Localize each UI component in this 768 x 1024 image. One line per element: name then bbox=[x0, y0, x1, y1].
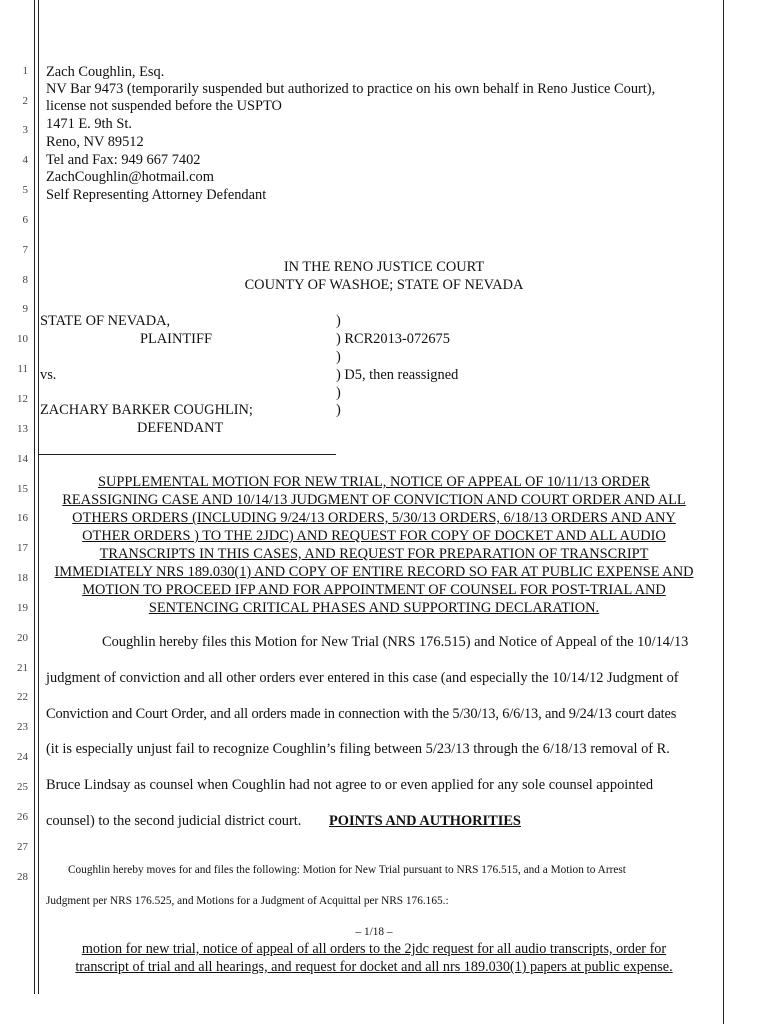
line-number: 28 bbox=[17, 871, 28, 883]
motion-title-line: IMMEDIATELY NRS 189.030(1) AND COPY OF ENTIRE RECORD SO FAR AT PUBLIC EXPENSE AND bbox=[54, 564, 694, 580]
caption-divider bbox=[38, 454, 336, 455]
line-number: 19 bbox=[17, 602, 28, 614]
attorney-name: Zach Coughlin, Esq. bbox=[46, 64, 165, 80]
body-line: Conviction and Court Order, and all orders made in connection with the 5/30/13, 6/6/13, and 9/24/13 court dates bbox=[46, 706, 677, 722]
line-number: 13 bbox=[17, 423, 28, 435]
bar-number-line: NV Bar 9473 (temporarily suspended but authorized to practice on his own behalf in Reno Justice Court), bbox=[46, 81, 656, 97]
line-number: 15 bbox=[17, 483, 28, 495]
body-line: (it is especially unjust fail to recognize Coughlin’s filing between 5/23/13 through the 6/18/13 removal of R. bbox=[46, 741, 670, 757]
small-body-line: Judgment per NRS 176.525, and Motions for a Judgment of Acquittal per NRS 176.165.: bbox=[46, 895, 449, 907]
line-number: 24 bbox=[17, 751, 28, 763]
line-number: 1 bbox=[22, 65, 28, 77]
line-number: 20 bbox=[17, 632, 28, 644]
line-number: 14 bbox=[17, 453, 28, 465]
body-line: Coughlin hereby files this Motion for New Trial (NRS 176.515) and Notice of Appeal of the 10/14/13 bbox=[102, 634, 689, 650]
department: ) D5, then reassigned bbox=[336, 367, 459, 383]
court-county: COUNTY OF WASHOE; STATE OF NEVADA bbox=[244, 277, 524, 293]
line-number: 6 bbox=[22, 214, 28, 226]
line-number: 17 bbox=[17, 542, 28, 554]
line-number: 10 bbox=[17, 333, 28, 345]
line-number: 7 bbox=[22, 244, 28, 256]
line-number: 22 bbox=[17, 691, 28, 703]
caption-paren: ) bbox=[336, 402, 341, 418]
body-line: judgment of conviction and all other orders ever entered in this case (and especially the 10/14/12 Judgment of bbox=[46, 670, 679, 686]
court-name: IN THE RENO JUSTICE COURT bbox=[283, 259, 485, 275]
plaintiff-name: STATE OF NEVADA, bbox=[40, 313, 171, 329]
motion-title-line: SENTENCING CRITICAL PHASES AND SUPPORTING DECLARATION. bbox=[148, 600, 600, 616]
line-number: 11 bbox=[17, 363, 28, 375]
defendant-role: DEFENDANT bbox=[137, 420, 224, 436]
versus: vs. bbox=[40, 367, 57, 383]
motion-title-line: OTHER ORDERS ) TO THE 2JDC) AND REQUEST FOR COPY OF DOCKET AND ALL AUDIO bbox=[82, 528, 666, 544]
line-number: 8 bbox=[22, 274, 28, 286]
right-margin-rule bbox=[723, 0, 724, 1024]
line-number: 4 bbox=[22, 154, 28, 166]
motion-title bbox=[40, 473, 708, 617]
body-line: Bruce Lindsay as counsel when Coughlin had not agree to or even applied for any sole counsel appointed bbox=[46, 777, 654, 793]
section-heading: POINTS AND AUTHORITIES bbox=[329, 813, 521, 829]
city-address: Reno, NV 89512 bbox=[46, 134, 144, 150]
line-number: 2 bbox=[22, 95, 28, 107]
caption-paren: ) bbox=[336, 385, 341, 401]
email-address: ZachCoughlin@hotmail.com bbox=[46, 169, 214, 185]
line-number: 5 bbox=[22, 184, 28, 196]
motion-title-line: OTHERS ORDERS (INCLUDING 9/24/13 ORDERS, 5/30/13 ORDERS, 6/18/13 ORDERS AND ANY bbox=[72, 510, 676, 526]
plaintiff-role: PLAINTIFF bbox=[140, 331, 212, 347]
page-number: – 1/18 – bbox=[355, 926, 393, 938]
line-number: 26 bbox=[17, 811, 28, 823]
line-number: 25 bbox=[17, 781, 28, 793]
motion-title-line: TRANSCRIPTS IN THIS CASES, AND REQUEST FOR PREPARATION OF TRANSCRIPT bbox=[99, 546, 649, 562]
line-number: 16 bbox=[17, 512, 28, 524]
line-number: 18 bbox=[17, 572, 28, 584]
caption-paren: ) bbox=[336, 349, 341, 365]
motion-title-line: REASSIGNING CASE AND 10/14/13 JUDGMENT OF CONVICTION AND COURT ORDER AND ALL bbox=[62, 492, 686, 508]
defendant-name: ZACHARY BARKER COUGHLIN; bbox=[40, 402, 253, 418]
case-number: ) RCR2013-072675 bbox=[336, 331, 450, 347]
line-number: 23 bbox=[17, 721, 28, 733]
footer-line: motion for new trial, notice of appeal of all orders to the 2jdc request for all audio transcripts, order for bbox=[81, 941, 667, 957]
left-margin-rule-outer bbox=[34, 0, 35, 994]
body-line: counsel) to the second judicial district court. bbox=[46, 813, 302, 829]
license-status-line: license not suspended before the USPTO bbox=[46, 98, 282, 114]
caption-paren: ) bbox=[336, 313, 341, 329]
line-number: 9 bbox=[22, 303, 28, 315]
motion-title-line: MOTION TO PROCEED IFP AND FOR APPOINTMENT OF COUNSEL FOR POST-TRIAL AND bbox=[82, 582, 666, 598]
line-number: 27 bbox=[17, 841, 28, 853]
line-number: 3 bbox=[22, 124, 28, 136]
line-number: 12 bbox=[17, 393, 28, 405]
footer-line: transcript of trial and all hearings, and request for docket and all nrs 189.030(1) papers at public expense. bbox=[75, 959, 673, 975]
street-address: 1471 E. 9th St. bbox=[46, 116, 132, 132]
left-margin-rule-inner bbox=[38, 0, 39, 994]
line-number: 21 bbox=[17, 662, 28, 674]
party-role: Self Representing Attorney Defendant bbox=[46, 187, 267, 203]
motion-title-line: SUPPLEMENTAL MOTION FOR NEW TRIAL, NOTICE OF APPEAL OF 10/11/13 ORDER bbox=[98, 474, 650, 490]
small-body-line: Coughlin hereby moves for and files the following: Motion for New Trial pursuant to NRS 176.515, and a Motion to Arrest bbox=[68, 864, 626, 876]
page-footer bbox=[40, 924, 708, 976]
phone-fax: Tel and Fax: 949 667 7402 bbox=[46, 152, 201, 168]
